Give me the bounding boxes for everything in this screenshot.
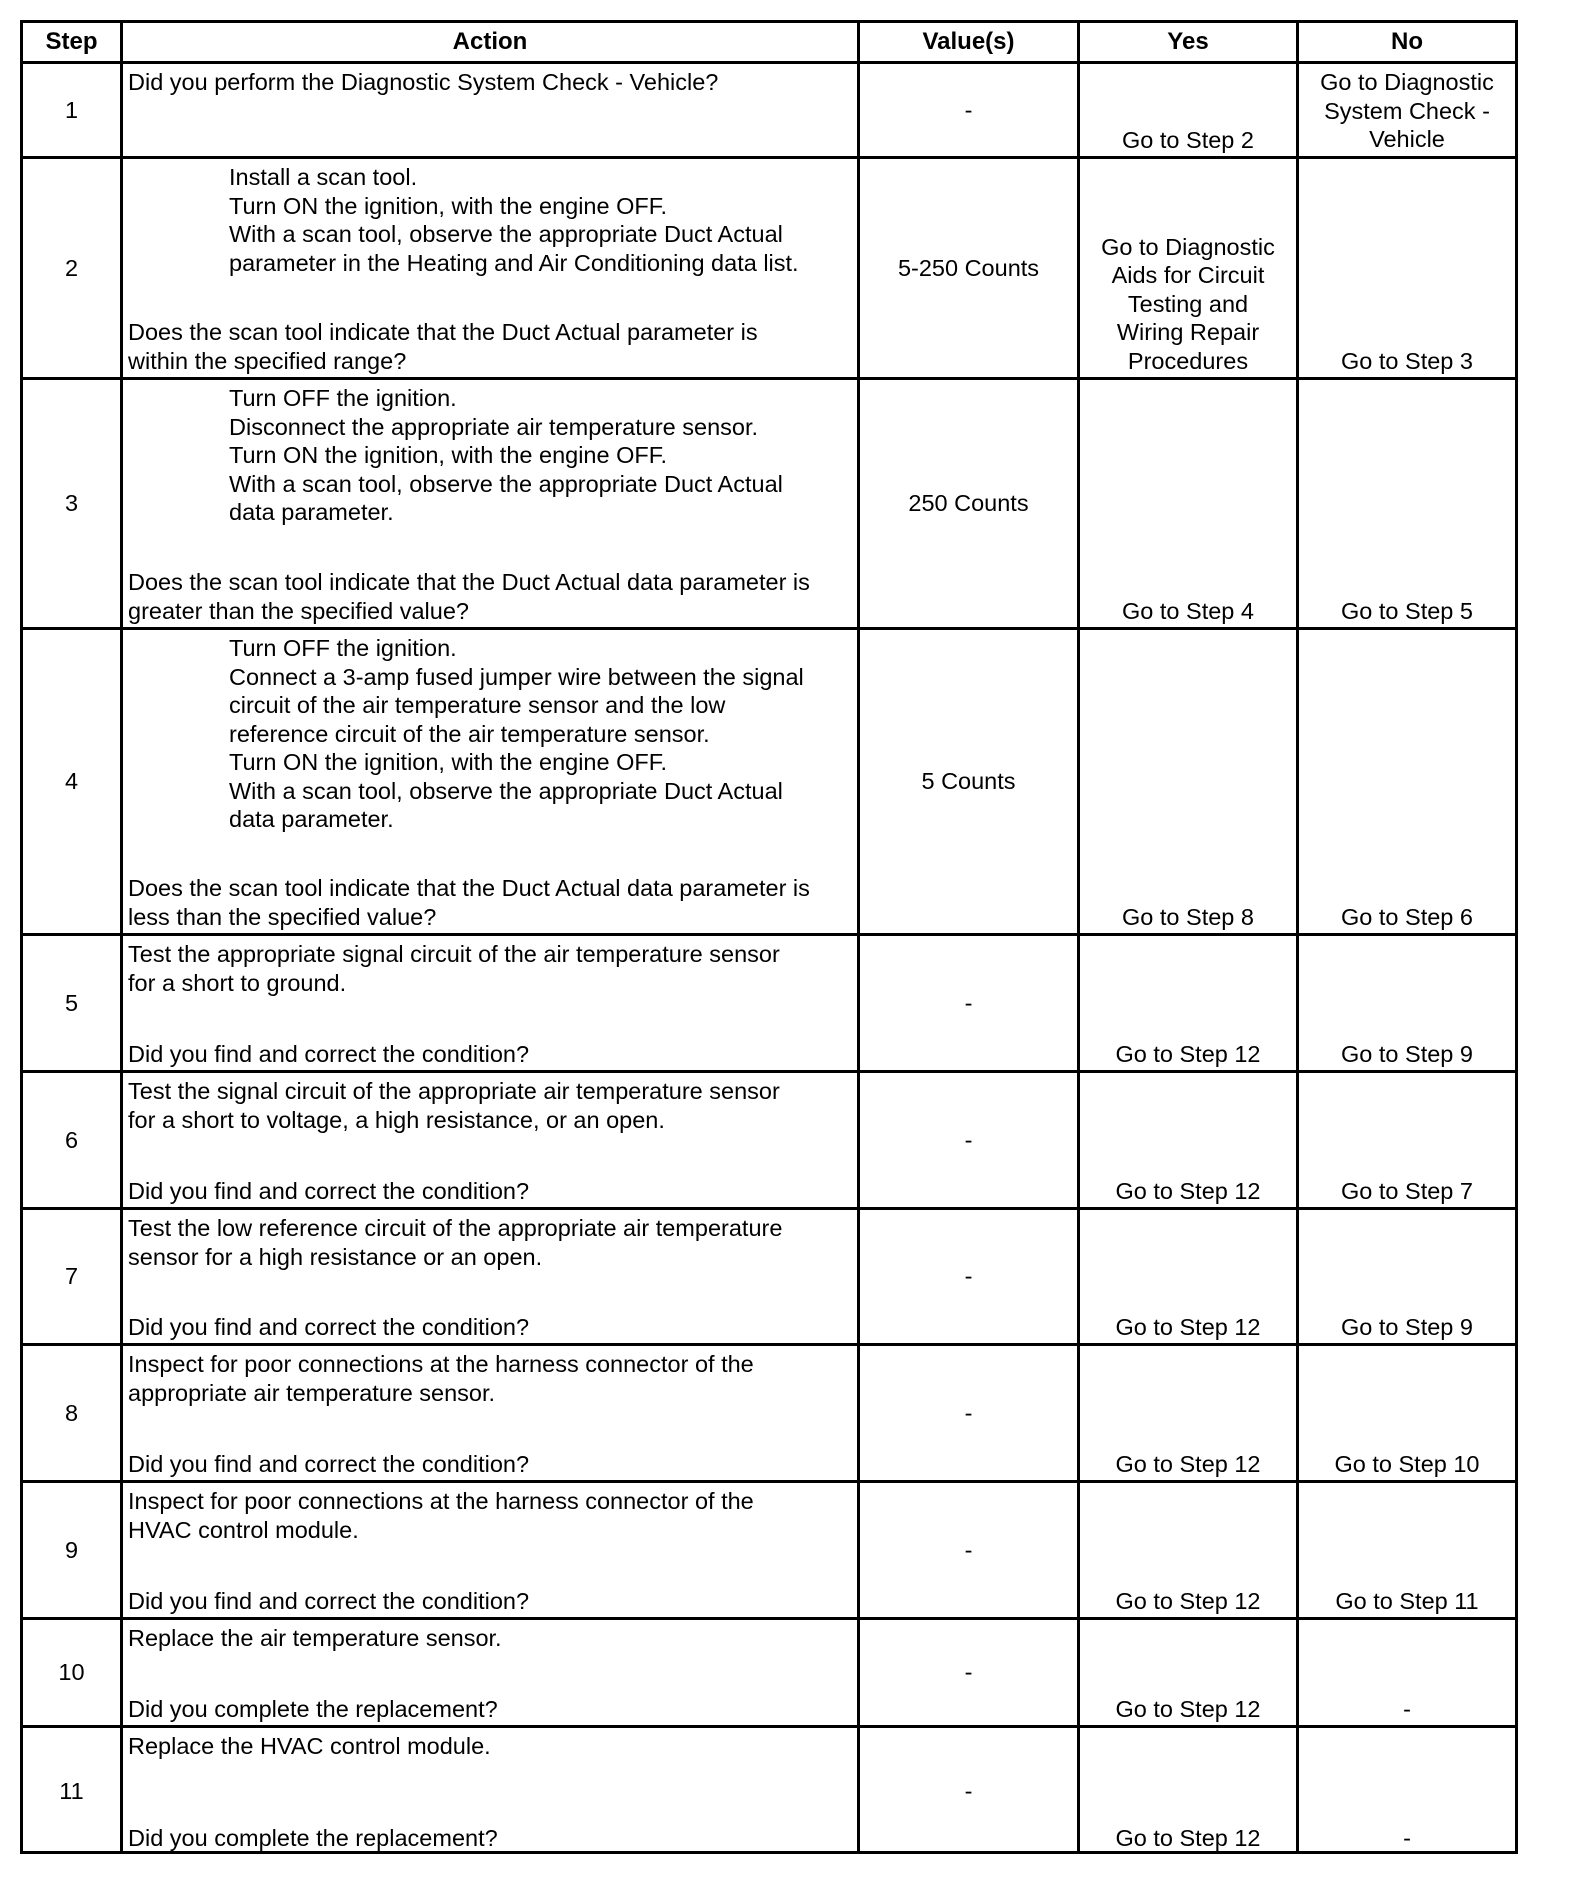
no-text: Go to Step 9 [1341, 1313, 1473, 1340]
value-cell: - [860, 1073, 1080, 1207]
step-number: 9 [23, 1483, 123, 1617]
yes-text: Go to Step 12 [1115, 1824, 1261, 1851]
action-cell [123, 380, 860, 627]
step-number: 2 [23, 159, 123, 377]
yes-text: Go to Step 12 [1115, 1177, 1261, 1204]
header-row [23, 23, 1515, 64]
action-question: Did you find and correct the condition? [128, 1040, 530, 1067]
no-text: Go to Step 11 [1335, 1587, 1479, 1614]
yes-cell [1080, 1210, 1299, 1343]
action-cell [123, 1346, 860, 1480]
action-question: Did you complete the replacement? [128, 1824, 498, 1851]
action-step-list [128, 163, 853, 277]
no-cell [1299, 64, 1515, 156]
yes-text: Go to Step 4 [1122, 597, 1254, 624]
action-cell [123, 1483, 860, 1617]
action-text: Inspect for poor connections at the harness connector of the appropriate air temperature sensor. [128, 1351, 754, 1406]
step-number: 10 [23, 1620, 123, 1725]
yes-cell [1080, 1728, 1299, 1854]
step-number: 8 [23, 1346, 123, 1480]
action-text: Test the appropriate signal circuit of the air temperature sensor for a short to ground. [128, 941, 780, 996]
action-step-item: With a scan tool, observe the appropriate Duct Actual data parameter. [229, 470, 783, 525]
value-cell: 250 Counts [860, 380, 1080, 627]
action-step-list [128, 384, 853, 527]
step-number: 6 [23, 1073, 123, 1207]
no-cell [1299, 1346, 1515, 1480]
table-row [23, 1728, 1515, 1854]
table-row [23, 1620, 1515, 1728]
action-instructions [128, 1732, 853, 1761]
action-text: Inspect for poor connections at the harness connector of the HVAC control module. [128, 1488, 754, 1543]
action-instructions [128, 1487, 853, 1544]
no-text: Go to Diagnostic System Check - Vehicle [1320, 69, 1494, 152]
diagnostic-table [20, 20, 1518, 1854]
table-row [23, 380, 1515, 630]
action-cell [123, 159, 860, 377]
no-text: Go to Step 5 [1341, 597, 1473, 624]
step-number: 1 [23, 64, 123, 156]
no-cell [1299, 1728, 1515, 1854]
yes-text: Go to Diagnostic Aids for Circuit Testing and Wiring Repair Procedures [1101, 233, 1275, 374]
action-question: Did you complete the replacement? [128, 1695, 498, 1722]
action-step-list [128, 634, 853, 834]
action-instructions [128, 1350, 853, 1407]
yes-cell [1080, 380, 1299, 627]
action-step-item: Turn OFF the ignition. [229, 635, 457, 661]
no-cell [1299, 159, 1515, 377]
step-number: 7 [23, 1210, 123, 1343]
action-step-item: Turn ON the ignition, with the engine OFF. [229, 749, 668, 775]
header-values: Value(s) [860, 23, 1080, 61]
yes-text: Go to Step 12 [1115, 1695, 1261, 1722]
step-number: 4 [23, 630, 123, 933]
action-instructions [128, 68, 853, 97]
yes-cell [1080, 1483, 1299, 1617]
action-instructions [128, 1624, 853, 1653]
action-cell [123, 1210, 860, 1343]
action-instructions [128, 940, 853, 997]
yes-cell [1080, 159, 1299, 377]
action-instructions [128, 1214, 853, 1271]
yes-cell [1080, 1620, 1299, 1725]
no-text: Go to Step 7 [1341, 1177, 1473, 1204]
action-instructions [128, 163, 853, 277]
action-question: Does the scan tool indicate that the Duct Actual parameter is within the specified range? [128, 319, 758, 374]
action-text: Test the signal circuit of the appropriate air temperature sensor for a short to voltage, a high resistance, or an open. [128, 1078, 780, 1133]
no-cell [1299, 1073, 1515, 1207]
table-row [23, 1483, 1515, 1620]
no-text: Go to Step 10 [1334, 1450, 1480, 1477]
value-cell: - [860, 1346, 1080, 1480]
table-row [23, 1346, 1515, 1483]
step-number: 11 [23, 1728, 123, 1854]
table-row [23, 159, 1515, 380]
step-number: 5 [23, 936, 123, 1070]
no-text: Go to Step 9 [1341, 1040, 1473, 1067]
step-number: 3 [23, 380, 123, 627]
action-question: Does the scan tool indicate that the Duct Actual data parameter is less than the specified value? [128, 875, 810, 930]
action-question: Does the scan tool indicate that the Duct Actual data parameter is greater than the specified value? [128, 569, 810, 624]
action-step-item: Turn ON the ignition, with the engine OFF. [229, 192, 668, 219]
action-instructions [128, 384, 853, 527]
action-instructions [128, 634, 853, 834]
action-text: Did you perform the Diagnostic System Check - Vehicle? [128, 69, 719, 95]
value-cell: - [860, 1210, 1080, 1343]
no-cell [1299, 1620, 1515, 1725]
action-question: Did you find and correct the condition? [128, 1587, 530, 1614]
no-text: Go to Step 3 [1341, 347, 1473, 374]
value-cell: - [860, 64, 1080, 156]
value-cell: 5-250 Counts [860, 159, 1080, 377]
yes-text: Go to Step 12 [1115, 1040, 1261, 1067]
no-text: - [1403, 1695, 1411, 1722]
value-cell: 5 Counts [860, 630, 1080, 933]
yes-text: Go to Step 12 [1115, 1313, 1261, 1340]
no-text: Go to Step 6 [1341, 903, 1473, 930]
header-yes: Yes [1080, 23, 1299, 61]
action-cell [123, 936, 860, 1070]
action-step-item: Install a scan tool. [229, 164, 418, 190]
action-instructions [128, 1077, 853, 1134]
header-action: Action [123, 23, 860, 61]
action-question: Did you find and correct the condition? [128, 1450, 530, 1477]
action-text: Test the low reference circuit of the appropriate air temperature sensor for a high resistance or an open. [128, 1215, 783, 1270]
value-cell: - [860, 1620, 1080, 1725]
action-question: Did you find and correct the condition? [128, 1177, 530, 1204]
action-text: Replace the HVAC control module. [128, 1733, 491, 1759]
no-text: - [1403, 1824, 1411, 1851]
action-step-item: Connect a 3-amp fused jumper wire between the signal circuit of the air temperature sensor and the low reference circuit of the air temperature sensor. [229, 663, 804, 747]
no-cell [1299, 630, 1515, 933]
action-text: Replace the air temperature sensor. [128, 1625, 502, 1651]
no-cell [1299, 380, 1515, 627]
table-row [23, 1073, 1515, 1210]
action-cell [123, 1728, 860, 1854]
table-row [23, 64, 1515, 159]
header-step: Step [23, 23, 123, 61]
table-row [23, 936, 1515, 1073]
yes-cell [1080, 64, 1299, 156]
value-cell: - [860, 1728, 1080, 1854]
no-cell [1299, 1483, 1515, 1617]
header-no: No [1391, 27, 1423, 55]
no-cell [1299, 936, 1515, 1070]
action-cell [123, 1620, 860, 1725]
yes-cell [1080, 1073, 1299, 1207]
value-cell: - [860, 1483, 1080, 1617]
action-step-item: Disconnect the appropriate air temperature sensor. [229, 413, 759, 440]
action-question: Did you find and correct the condition? [128, 1313, 530, 1340]
yes-cell [1080, 1346, 1299, 1480]
value-cell: - [860, 936, 1080, 1070]
yes-cell [1080, 936, 1299, 1070]
yes-text: Go to Step 12 [1115, 1587, 1261, 1614]
action-cell [123, 64, 860, 156]
no-cell [1299, 1210, 1515, 1343]
action-cell [123, 630, 860, 933]
action-step-item: Turn OFF the ignition. [229, 385, 457, 411]
yes-text: Go to Step 2 [1122, 126, 1254, 153]
table-row [23, 1210, 1515, 1346]
action-cell [123, 1073, 860, 1207]
action-step-item: Turn ON the ignition, with the engine OFF. [229, 442, 668, 468]
table-row [23, 630, 1515, 936]
action-step-item: With a scan tool, observe the appropriate Duct Actual data parameter. [229, 777, 783, 832]
yes-text: Go to Step 8 [1122, 903, 1254, 930]
yes-cell [1080, 630, 1299, 933]
yes-text: Go to Step 12 [1115, 1450, 1261, 1477]
action-step-item: With a scan tool, observe the appropriate Duct Actual parameter in the Heating and Air Conditioning data list. [229, 221, 799, 276]
